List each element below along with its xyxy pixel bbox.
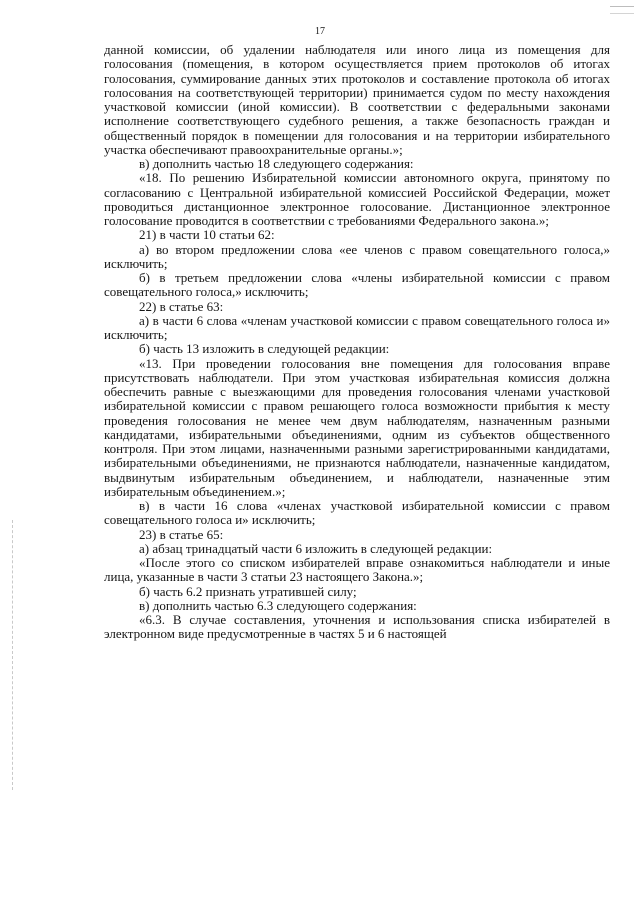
paragraph: а) в части 6 слова «членам участковой комиссии с правом совещательного голоса и» исключить; bbox=[104, 312, 610, 342]
paragraph: в) дополнить частью 6.3 следующего содержания: bbox=[139, 597, 417, 613]
paragraph: 21) в части 10 статьи 62: bbox=[139, 227, 275, 243]
paragraph: «6.3. В случае составления, уточнения и использования списка избирателей в электронном виде предусмотренные в частях 5 и 6 настоящей bbox=[104, 612, 610, 642]
paragraph: а) абзац тринадцатый части 6 изложить в следующей редакции: bbox=[139, 540, 493, 556]
paragraph: а) во втором предложении слова «ее членов с правом совещательного голоса,» исключить; bbox=[104, 241, 610, 271]
paragraph: б) в третьем предложении слова «члены избирательной комиссии с правом совещательного голоса,» исключить; bbox=[104, 270, 610, 300]
paragraph: в) в части 16 слова «членах участковой избирательной комиссии с правом совещательного голоса и» исключить; bbox=[104, 498, 610, 528]
paragraph: «После этого со списком избирателей вправе ознакомиться наблюдатели и иные лица, указанные в части 3 статьи 23 настоящего Закона.»; bbox=[104, 555, 610, 585]
paragraph: «18. По решению Избирательной комиссии автономного округа, принятому по согласованию с Центральной избирательной комиссией Российской Федерации, может проводиться дистанционное электронное голосование. Дистанционное электронное голосование проводится в соответствии с требованиями Федерального закона.»; bbox=[104, 170, 610, 228]
binding-margin-line bbox=[12, 520, 13, 790]
document-body bbox=[104, 43, 610, 642]
paragraph: данной комиссии, об удалении наблюдателя или иного лица из помещения для голосования (помещения, в котором осуществляется прием протоколов об итогах голосования, суммирование данных этих протоколов и составление протокола об итогах голосования на соответствующей территории) принимается судом по месту нахождения участковой комиссии (иной комиссии). В соответствии с федеральными законами исполнение соответствующего судебного решения, а также безопасность граждан и общественный порядок в помещении для голосования и на территории избирательного участка обеспечивают правоохранительные органы.»; bbox=[104, 42, 610, 157]
paragraph: б) часть 13 изложить в следующей редакции: bbox=[139, 341, 390, 357]
paragraph: 22) в статье 63: bbox=[139, 298, 224, 314]
page-number: 17 bbox=[315, 26, 325, 37]
scan-artifact bbox=[610, 6, 634, 14]
paragraph: в) дополнить частью 18 следующего содержания: bbox=[139, 156, 414, 171]
paragraph: «13. При проведении голосования вне помещения для голосования вправе присутствовать наблюдатели. При этом участковая избирательная комиссия должна обеспечить равные с выезжающими для проведения голосования членами участковой избирательной комиссии с правом решающего голоса возможности прибытия к месту проведения голосования не менее чем двум наблюдателям, назначенным разными кандидатами, избирательными объединениями, одним из субъектов общественного контроля. При этом лицами, назначенными разными зарегистрированными кандидатами, избирательными объединениями, не признаются наблюдатели, назначенные кандидатом, выдвинутым избирательным объединением, и наблюдатели, назначенные этим избирательным объединением.»; bbox=[104, 355, 610, 499]
paragraph: б) часть 6.2 признать утратившей силу; bbox=[139, 583, 357, 599]
paragraph: 23) в статье 65: bbox=[139, 526, 224, 542]
